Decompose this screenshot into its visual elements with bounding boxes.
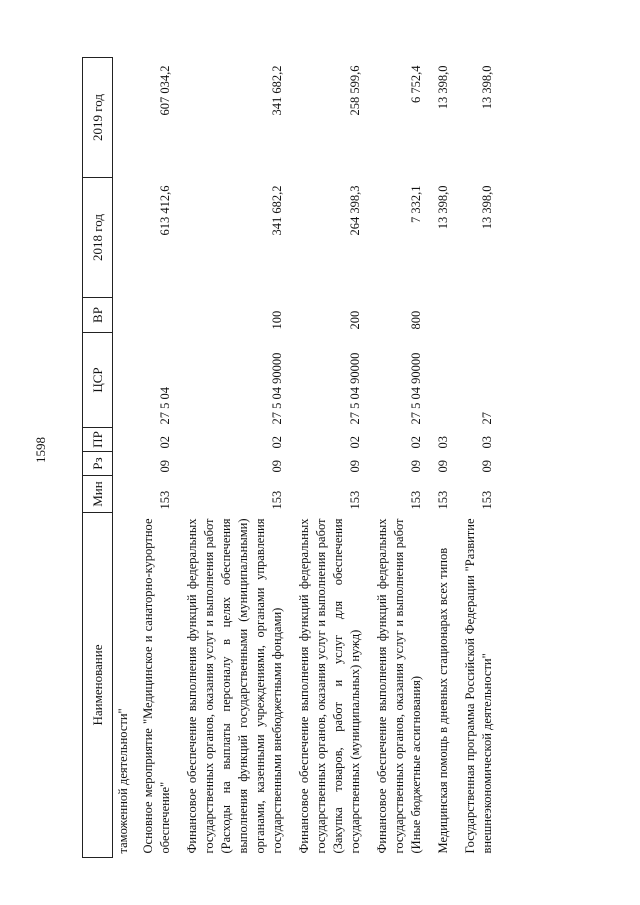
row-rz: 09	[270, 460, 284, 473]
row-2019: 13 398,0	[480, 65, 494, 110]
row-rz: 09	[348, 460, 362, 473]
row-2019: 13 398,0	[436, 65, 450, 110]
header-min: Мин	[83, 476, 113, 513]
row-min: 153	[409, 490, 423, 510]
header-csr: ЦСР	[83, 333, 113, 428]
row-csr: 27 5 04 90000	[409, 352, 423, 425]
table-row	[179, 58, 291, 858]
row-2018: 13 398,0	[436, 185, 450, 230]
table-row	[457, 58, 501, 858]
row-csr: 27 5 04 90000	[270, 352, 284, 425]
row-csr	[430, 333, 457, 428]
row-name: Финансовое обеспечение выполнения функций федеральных государственных органов, оказания услуг и выполнения работ (Расходы на выплаты персоналу в целях обеспечения выполнения функций государственными (муниципальными) органами, казенными учреждениями, органами управления государственными внебюджетными фондами)	[185, 518, 284, 854]
row-csr: 27 5 04	[158, 387, 172, 425]
rotated-page-content	[82, 58, 582, 858]
row-min: 153	[480, 490, 494, 510]
row-rz: 09	[436, 460, 450, 473]
row-vr: 800	[409, 310, 423, 330]
row-rz: 09	[158, 460, 172, 473]
row-min: 153	[270, 490, 284, 510]
row-2018: 341 682,2	[270, 185, 284, 236]
row-vr: 200	[348, 310, 362, 330]
header-2018: 2018 год	[83, 178, 113, 298]
row-pr: 03	[480, 436, 494, 449]
row-vr	[135, 298, 179, 333]
table-row	[291, 58, 369, 858]
row-min: 153	[158, 490, 172, 510]
header-vr: ВР	[83, 298, 113, 333]
row-2018: 7 332,1	[409, 185, 423, 223]
row-pr: 03	[436, 436, 450, 449]
row-name: Государственная программа Российской Федерации "Развитие внешнеэкономической деятельности"	[463, 518, 494, 854]
row-name: Медицинская помощь в дневных стационарах всех типов	[436, 547, 450, 854]
row-name: Финансовое обеспечение выполнения функций федеральных государственных органов, оказания услуг и выполнения работ (Иные бюджетные ассигнования)	[375, 518, 423, 854]
row-2018: 264 398,3	[348, 185, 362, 236]
row-vr: 100	[270, 310, 284, 330]
header-pr: ПР	[83, 428, 113, 452]
row-csr: 27 5 04 90000	[348, 352, 362, 425]
continuation-text: таможенной деятельности"	[116, 708, 130, 854]
row-min: 153	[348, 490, 362, 510]
table-row	[369, 58, 430, 858]
row-vr	[430, 298, 457, 333]
row-2019: 258 599,6	[348, 65, 362, 116]
row-pr: 02	[158, 436, 172, 449]
table-header-row	[83, 58, 113, 858]
row-2018: 13 398,0	[480, 185, 494, 230]
table-row	[135, 58, 179, 858]
header-name: Наименование	[83, 513, 113, 858]
row-name: Финансовое обеспечение выполнения функций федеральных государственных органов, оказания услуг и выполнения работ (Закупка товаров, работ и услуг для обеспечения государственных (муниципальных) нужд)	[297, 518, 362, 854]
row-pr: 02	[270, 436, 284, 449]
header-2019: 2019 год	[83, 58, 113, 178]
row-2019: 6 752,4	[409, 65, 423, 103]
row-csr: 27	[480, 412, 494, 425]
row-rz: 09	[480, 460, 494, 473]
row-rz: 09	[409, 460, 423, 473]
row-name: Основное мероприятие "Медицинское и санаторно-курортное обеспечение"	[141, 518, 172, 854]
row-pr: 02	[348, 436, 362, 449]
row-2019: 607 034,2	[158, 65, 172, 116]
row-vr	[457, 298, 501, 333]
table-row	[430, 58, 457, 858]
budget-table	[82, 57, 501, 858]
header-rz: Рз	[83, 452, 113, 476]
row-pr: 02	[409, 436, 423, 449]
page-number: 1598	[33, 437, 48, 463]
continuation-row	[113, 58, 136, 858]
row-2019: 341 682,2	[270, 65, 284, 116]
row-min: 153	[436, 490, 450, 510]
row-2018: 613 412,6	[158, 185, 172, 236]
